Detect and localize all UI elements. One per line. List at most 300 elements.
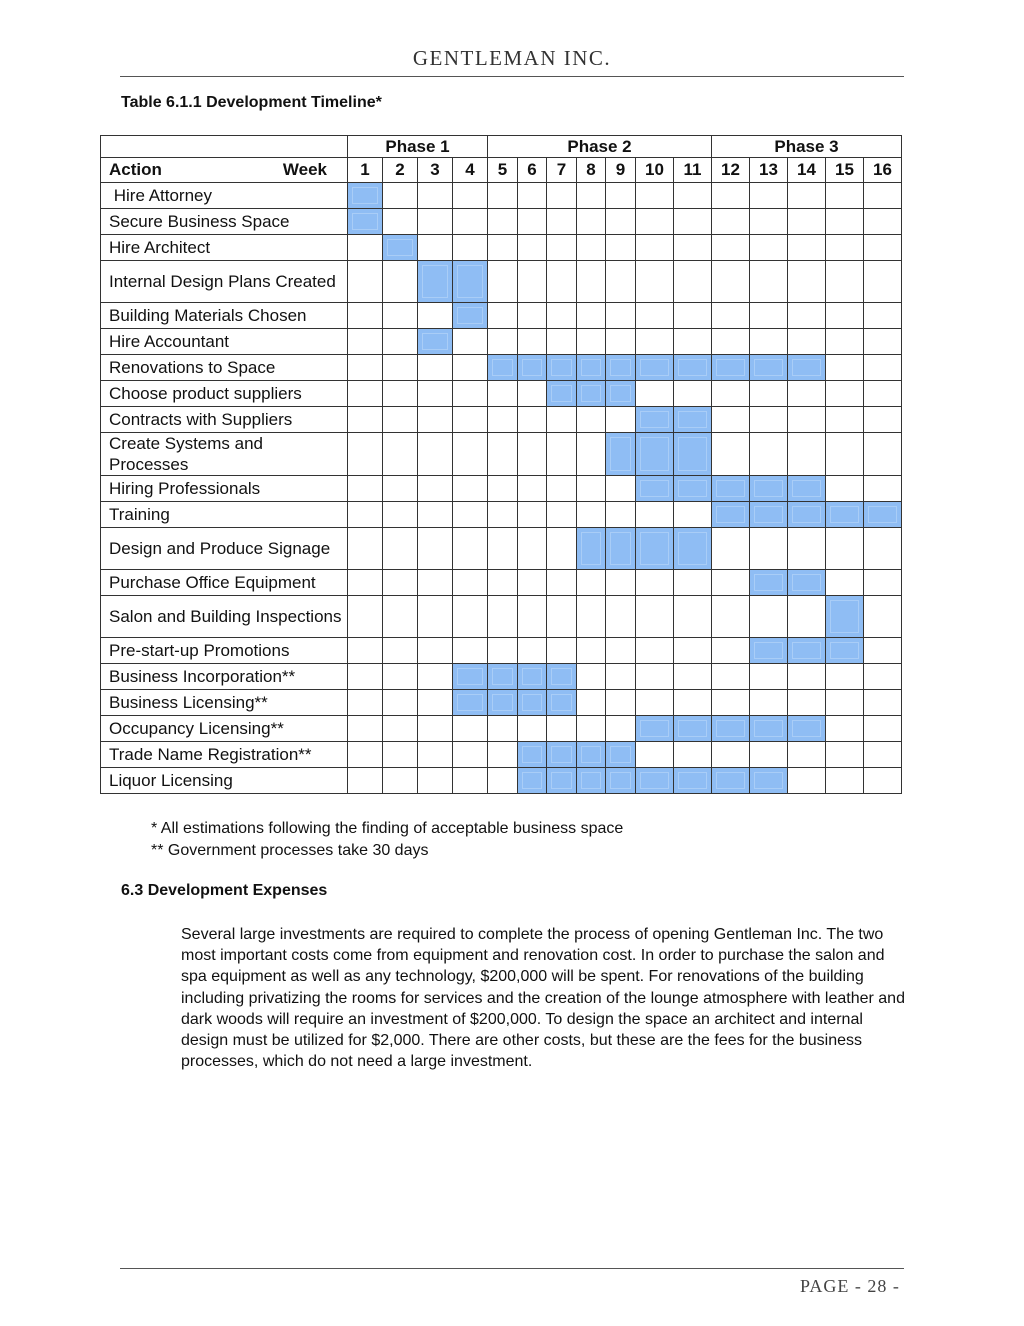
- timeline-cell: [826, 476, 864, 502]
- timeline-cell: [383, 716, 418, 742]
- timeline-action-label: Purchase Office Equipment: [101, 570, 348, 596]
- timeline-cell: [453, 742, 488, 768]
- timeline-cell: [488, 303, 518, 329]
- timeline-cell: [518, 570, 547, 596]
- timeline-cell: [636, 183, 674, 209]
- timeline-cell: [606, 716, 636, 742]
- timeline-cell: [788, 261, 826, 303]
- timeline-cell-active: [750, 638, 788, 664]
- timeline-cell: [674, 183, 712, 209]
- timeline-cell-active: [788, 355, 826, 381]
- timeline-cell: [383, 407, 418, 433]
- timeline-cell: [674, 596, 712, 638]
- timeline-cell: [712, 742, 750, 768]
- timeline-cell: [674, 502, 712, 528]
- timeline-cell-active: [636, 476, 674, 502]
- timeline-cell: [518, 528, 547, 570]
- timeline-cell: [577, 433, 606, 476]
- timeline-cell: [606, 329, 636, 355]
- timeline-cell: [348, 690, 383, 716]
- timeline-cell: [750, 596, 788, 638]
- timeline-cell: [453, 570, 488, 596]
- timeline-cell: [606, 596, 636, 638]
- week-number: 2: [383, 158, 418, 183]
- timeline-cell: [606, 570, 636, 596]
- timeline-action-label: Design and Produce Signage: [101, 528, 348, 570]
- timeline-cell-active: [547, 355, 577, 381]
- timeline-cell: [788, 381, 826, 407]
- timeline-cell-active: [348, 183, 383, 209]
- timeline-row: [101, 381, 902, 407]
- action-week-header: [101, 158, 348, 183]
- timeline-cell: [712, 235, 750, 261]
- timeline-row: [101, 664, 902, 690]
- week-number: 12: [712, 158, 750, 183]
- week-number: 7: [547, 158, 577, 183]
- timeline-cell: [488, 433, 518, 476]
- week-number: 5: [488, 158, 518, 183]
- page-number: PAGE - 28 -: [800, 1276, 900, 1296]
- section-paragraph: Several large investments are required to complete the process of opening Gentleman Inc. The two most important costs come from equipment and renovation cost. In order to purchase the salon and spa equipment as well as any technology, $200,000 will be spent. For renovations of the building including privatizing the rooms for services and the creation of the lounge atmosphere with leather and dark woods will require an investment of $200,000. To design the space an architect and internal design must be utilized for $2,000. There are other costs, but these are the fees for the business processes, which do not need a large investment.: [181, 926, 905, 1071]
- week-number: 9: [606, 158, 636, 183]
- timeline-cell: [826, 570, 864, 596]
- timeline-cell: [547, 596, 577, 638]
- timeline-cell-active: [674, 768, 712, 794]
- timeline-row: [101, 235, 902, 261]
- timeline-cell-active: [606, 528, 636, 570]
- timeline-cell-active: [418, 261, 453, 303]
- timeline-cell: [453, 716, 488, 742]
- timeline-cell-active: [864, 502, 902, 528]
- timeline-action-label: Pre-start-up Promotions: [101, 638, 348, 664]
- timeline-cell: [788, 528, 826, 570]
- timeline-cell: [383, 329, 418, 355]
- timeline-cell: [383, 768, 418, 794]
- timeline-row: [101, 329, 902, 355]
- timeline-cell: [518, 381, 547, 407]
- timeline-cell: [864, 664, 902, 690]
- footer-rule: [120, 1268, 904, 1269]
- timeline-cell-active: [518, 690, 547, 716]
- timeline-cell-active: [518, 355, 547, 381]
- timeline-cell-active: [547, 664, 577, 690]
- timeline-cell: [750, 407, 788, 433]
- timeline-cell-active: [577, 528, 606, 570]
- timeline-cell-active: [636, 528, 674, 570]
- timeline-cell: [453, 433, 488, 476]
- timeline-cell: [418, 768, 453, 794]
- timeline-cell: [418, 476, 453, 502]
- timeline-cell: [826, 407, 864, 433]
- timeline-cell: [547, 183, 577, 209]
- timeline-cell: [453, 381, 488, 407]
- timeline-cell: [864, 261, 902, 303]
- week-header-row: [101, 158, 902, 183]
- timeline-cell: [788, 235, 826, 261]
- timeline-cell: [518, 716, 547, 742]
- week-number: 15: [826, 158, 864, 183]
- week-number: 6: [518, 158, 547, 183]
- timeline-cell-active: [547, 381, 577, 407]
- timeline-cell: [577, 638, 606, 664]
- timeline-cell: [864, 329, 902, 355]
- timeline-cell: [488, 768, 518, 794]
- timeline-cell: [864, 716, 902, 742]
- timeline-cell: [488, 209, 518, 235]
- timeline-cell: [674, 742, 712, 768]
- timeline-cell-active: [418, 329, 453, 355]
- timeline-cell: [518, 261, 547, 303]
- timeline-cell: [547, 235, 577, 261]
- timeline-cell-active: [750, 502, 788, 528]
- timeline-cell: [453, 209, 488, 235]
- timeline-cell: [488, 183, 518, 209]
- timeline-cell: [488, 407, 518, 433]
- timeline-cell: [518, 303, 547, 329]
- timeline-cell: [577, 183, 606, 209]
- timeline-cell: [712, 528, 750, 570]
- timeline-cell: [348, 355, 383, 381]
- timeline-cell: [712, 664, 750, 690]
- timeline-action-label: Hire Accountant: [101, 329, 348, 355]
- timeline-cell: [453, 502, 488, 528]
- timeline-row: [101, 303, 902, 329]
- timeline-cell-active: [712, 502, 750, 528]
- timeline-cell: [788, 596, 826, 638]
- timeline-cell-active: [674, 433, 712, 476]
- timeline-cell: [383, 664, 418, 690]
- timeline-cell-active: [488, 355, 518, 381]
- timeline-cell: [383, 502, 418, 528]
- timeline-cell: [418, 433, 453, 476]
- timeline-table-wrap: [100, 135, 902, 794]
- timeline-cell: [826, 381, 864, 407]
- timeline-cell: [348, 664, 383, 690]
- timeline-cell: [712, 433, 750, 476]
- timeline-cell: [826, 209, 864, 235]
- timeline-cell: [577, 209, 606, 235]
- timeline-cell-active: [826, 596, 864, 638]
- timeline-cell: [788, 209, 826, 235]
- timeline-row: [101, 183, 902, 209]
- timeline-cell: [418, 716, 453, 742]
- timeline-cell: [750, 261, 788, 303]
- timeline-row: [101, 355, 902, 381]
- timeline-cell-active: [453, 664, 488, 690]
- timeline-cell: [383, 742, 418, 768]
- timeline-cell: [826, 183, 864, 209]
- timeline-row: [101, 716, 902, 742]
- timeline-cell: [518, 407, 547, 433]
- timeline-row: [101, 596, 902, 638]
- timeline-cell: [418, 664, 453, 690]
- timeline-action-label: Hiring Professionals: [101, 476, 348, 502]
- timeline-action-label: Business Incorporation**: [101, 664, 348, 690]
- timeline-cell-active: [750, 768, 788, 794]
- timeline-cell: [418, 570, 453, 596]
- timeline-cell: [383, 638, 418, 664]
- timeline-cell-active: [547, 768, 577, 794]
- timeline-cell: [712, 407, 750, 433]
- timeline-cell: [636, 638, 674, 664]
- timeline-cell: [418, 235, 453, 261]
- timeline-cell: [577, 570, 606, 596]
- section-heading: 6.3 Development Expenses: [121, 882, 328, 899]
- timeline-cell: [826, 355, 864, 381]
- timeline-cell-active: [712, 476, 750, 502]
- timeline-cell: [547, 528, 577, 570]
- timeline-cell: [418, 638, 453, 664]
- timeline-cell: [750, 303, 788, 329]
- timeline-cell: [518, 329, 547, 355]
- table-caption: Table 6.1.1 Development Timeline*: [121, 94, 382, 111]
- timeline-row: [101, 209, 902, 235]
- timeline-cell: [348, 502, 383, 528]
- timeline-cell: [348, 476, 383, 502]
- timeline-cell: [826, 329, 864, 355]
- timeline-cell: [826, 742, 864, 768]
- timeline-cell: [788, 690, 826, 716]
- timeline-cell: [826, 261, 864, 303]
- timeline-cell: [577, 690, 606, 716]
- timeline-cell: [674, 235, 712, 261]
- timeline-cell: [636, 303, 674, 329]
- timeline-cell: [518, 502, 547, 528]
- timeline-cell: [488, 381, 518, 407]
- timeline-cell-active: [788, 638, 826, 664]
- timeline-cell: [712, 183, 750, 209]
- timeline-cell: [788, 183, 826, 209]
- timeline-row: [101, 690, 902, 716]
- timeline-action-label: Training: [101, 502, 348, 528]
- timeline-cell: [348, 742, 383, 768]
- timeline-cell: [788, 768, 826, 794]
- timeline-cell: [636, 209, 674, 235]
- timeline-cell: [750, 433, 788, 476]
- timeline-cell: [712, 690, 750, 716]
- timeline-cell: [418, 381, 453, 407]
- timeline-cell: [636, 664, 674, 690]
- timeline-cell: [636, 596, 674, 638]
- timeline-cell: [577, 407, 606, 433]
- timeline-cell: [636, 261, 674, 303]
- timeline-cell: [348, 638, 383, 664]
- timeline-cell-active: [750, 355, 788, 381]
- timeline-cell: [674, 381, 712, 407]
- timeline-cell: [383, 596, 418, 638]
- timeline-cell: [418, 183, 453, 209]
- timeline-cell-active: [606, 768, 636, 794]
- timeline-cell-active: [453, 303, 488, 329]
- timeline-cell: [712, 209, 750, 235]
- timeline-cell: [383, 183, 418, 209]
- timeline-cell: [712, 638, 750, 664]
- timeline-row: [101, 407, 902, 433]
- timeline-cell: [750, 742, 788, 768]
- timeline-cell: [750, 664, 788, 690]
- timeline-cell: [577, 235, 606, 261]
- week-number: 14: [788, 158, 826, 183]
- table-notes: [151, 818, 623, 862]
- week-number: 11: [674, 158, 712, 183]
- timeline-cell: [383, 303, 418, 329]
- timeline-cell: [348, 716, 383, 742]
- timeline-cell: [348, 235, 383, 261]
- timeline-cell: [864, 183, 902, 209]
- timeline-action-label: Occupancy Licensing**: [101, 716, 348, 742]
- timeline-action-label: Create Systems and Processes: [101, 433, 348, 476]
- timeline-cell: [547, 476, 577, 502]
- timeline-row: [101, 570, 902, 596]
- timeline-cell: [712, 261, 750, 303]
- phase-header-row: [101, 136, 902, 158]
- timeline-action-label: Business Licensing**: [101, 690, 348, 716]
- timeline-cell-active: [606, 742, 636, 768]
- timeline-cell-active: [826, 502, 864, 528]
- timeline-action-label: Liquor Licensing: [101, 768, 348, 794]
- timeline-cell: [418, 502, 453, 528]
- timeline-cell: [674, 638, 712, 664]
- timeline-cell: [864, 235, 902, 261]
- timeline-cell: [547, 329, 577, 355]
- timeline-cell-active: [788, 570, 826, 596]
- timeline-cell: [606, 690, 636, 716]
- timeline-cell-active: [674, 355, 712, 381]
- timeline-cell: [864, 638, 902, 664]
- timeline-cell: [636, 570, 674, 596]
- timeline-cell: [547, 303, 577, 329]
- timeline-row: [101, 502, 902, 528]
- timeline-cell: [348, 433, 383, 476]
- timeline-cell: [453, 235, 488, 261]
- timeline-cell: [577, 596, 606, 638]
- timeline-cell: [418, 303, 453, 329]
- timeline-cell: [418, 528, 453, 570]
- timeline-cell-active: [712, 355, 750, 381]
- timeline-cell-active: [518, 768, 547, 794]
- timeline-cell-active: [488, 664, 518, 690]
- timeline-cell: [348, 407, 383, 433]
- timeline-cell-active: [674, 716, 712, 742]
- timeline-cell: [518, 433, 547, 476]
- timeline-cell: [674, 570, 712, 596]
- timeline-cell-active: [788, 716, 826, 742]
- timeline-table: [100, 135, 902, 794]
- timeline-cell: [606, 664, 636, 690]
- timeline-cell: [636, 690, 674, 716]
- timeline-cell: [826, 690, 864, 716]
- timeline-cell: [864, 690, 902, 716]
- timeline-cell: [488, 476, 518, 502]
- timeline-cell: [674, 664, 712, 690]
- timeline-cell: [488, 329, 518, 355]
- timeline-cell: [674, 261, 712, 303]
- timeline-cell: [788, 303, 826, 329]
- week-number: 3: [418, 158, 453, 183]
- phase-header: Phase 1: [348, 136, 488, 158]
- timeline-cell: [547, 407, 577, 433]
- timeline-cell: [674, 329, 712, 355]
- timeline-cell: [547, 716, 577, 742]
- timeline-cell: [826, 664, 864, 690]
- timeline-cell: [864, 768, 902, 794]
- timeline-cell: [826, 235, 864, 261]
- timeline-cell: [674, 209, 712, 235]
- week-number: 8: [577, 158, 606, 183]
- timeline-cell: [383, 570, 418, 596]
- timeline-cell: [750, 209, 788, 235]
- week-number: 13: [750, 158, 788, 183]
- timeline-cell: [636, 502, 674, 528]
- timeline-cell: [750, 235, 788, 261]
- timeline-cell: [750, 183, 788, 209]
- timeline-cell: [636, 381, 674, 407]
- timeline-cell: [606, 303, 636, 329]
- timeline-cell: [864, 209, 902, 235]
- timeline-action-label: Contracts with Suppliers: [101, 407, 348, 433]
- timeline-cell: [547, 433, 577, 476]
- timeline-cell-active: [788, 476, 826, 502]
- timeline-cell: [453, 768, 488, 794]
- timeline-cell: [636, 235, 674, 261]
- timeline-cell: [547, 261, 577, 303]
- timeline-cell: [518, 183, 547, 209]
- timeline-cell: [418, 690, 453, 716]
- timeline-action-label: Hire Attorney: [101, 183, 348, 209]
- timeline-cell: [383, 433, 418, 476]
- timeline-cell-active: [577, 381, 606, 407]
- timeline-cell: [788, 664, 826, 690]
- week-number: 4: [453, 158, 488, 183]
- timeline-cell: [788, 742, 826, 768]
- timeline-cell-active: [577, 355, 606, 381]
- week-number: 16: [864, 158, 902, 183]
- timeline-cell: [453, 476, 488, 502]
- timeline-cell: [826, 528, 864, 570]
- timeline-cell-active: [636, 716, 674, 742]
- timeline-cell: [606, 235, 636, 261]
- timeline-cell-active: [383, 235, 418, 261]
- timeline-cell-active: [577, 742, 606, 768]
- timeline-cell-active: [636, 355, 674, 381]
- timeline-cell: [547, 502, 577, 528]
- header-rule: [120, 76, 904, 77]
- timeline-cell-active: [606, 355, 636, 381]
- timeline-cell: [712, 570, 750, 596]
- week-number: 1: [348, 158, 383, 183]
- timeline-cell-active: [712, 716, 750, 742]
- timeline-cell-active: [488, 690, 518, 716]
- timeline-cell: [636, 329, 674, 355]
- timeline-cell: [826, 716, 864, 742]
- timeline-cell: [750, 690, 788, 716]
- timeline-cell: [518, 596, 547, 638]
- timeline-cell: [383, 355, 418, 381]
- timeline-cell-active: [636, 407, 674, 433]
- timeline-cell-active: [606, 433, 636, 476]
- timeline-cell: [606, 261, 636, 303]
- timeline-cell: [383, 261, 418, 303]
- timeline-cell: [488, 716, 518, 742]
- timeline-cell: [453, 407, 488, 433]
- timeline-cell-active: [674, 476, 712, 502]
- timeline-cell: [636, 742, 674, 768]
- timeline-cell-active: [453, 261, 488, 303]
- timeline-cell: [577, 303, 606, 329]
- timeline-cell: [547, 570, 577, 596]
- timeline-cell: [826, 303, 864, 329]
- timeline-cell-active: [750, 476, 788, 502]
